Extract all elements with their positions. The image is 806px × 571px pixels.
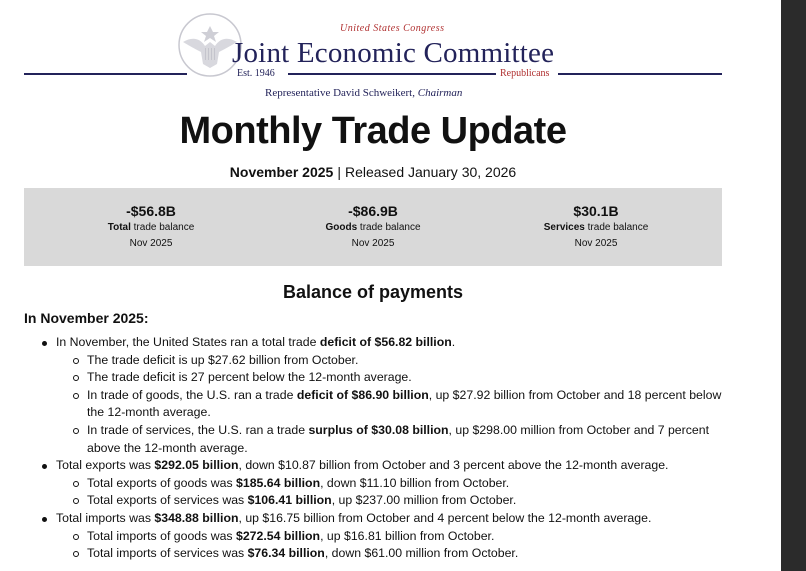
- subtitle-separator: |: [337, 164, 341, 180]
- list-text: .: [451, 335, 456, 349]
- established-label: Est. 1946: [237, 68, 275, 79]
- list-item: [24, 334, 722, 352]
- stat-label-rest: trade balance: [133, 222, 195, 233]
- bold-figure: deficit of $56.82 billion: [319, 335, 452, 349]
- list-text: Total exports of goods was: [87, 475, 237, 490]
- list-text: , down $11.10 billion from October.: [320, 475, 510, 490]
- list-text: Total imports was: [56, 510, 155, 525]
- list-text: , down $10.87 billion from October and 3 percent above the 12-month average.: [238, 458, 669, 473]
- masthead: [24, 10, 722, 102]
- section-heading: Balance of payments: [282, 282, 464, 302]
- masthead-rule-right: [558, 73, 722, 75]
- list-text: In trade of goods, the U.S. ran a trade: [87, 387, 297, 402]
- party-label: Republicans: [500, 68, 550, 79]
- list-text: Total exports of services was: [87, 493, 248, 508]
- list-text: In November, the United States ran a total trade: [56, 335, 320, 349]
- stat-goods: [273, 203, 473, 249]
- stat-period: Nov 2025: [574, 238, 618, 249]
- stat-period: Nov 2025: [351, 238, 395, 249]
- bold-figure: deficit of $86.90 billion: [296, 387, 429, 402]
- list-text: Total imports of services was: [87, 546, 248, 561]
- page-title: Monthly Trade Update: [179, 110, 567, 152]
- bullet-list: [24, 334, 722, 563]
- list-item: [24, 352, 722, 370]
- release-date: Released January 30, 2026: [344, 164, 517, 180]
- bold-figure: $292.05 billion: [154, 458, 239, 473]
- list-text: The trade deficit is 27 percent below the 12-month average.: [87, 370, 412, 385]
- masthead-rule-left: [24, 73, 187, 75]
- bold-figure: $272.54 billion: [236, 528, 321, 543]
- list-text: , up $16.81 billion from October.: [320, 528, 495, 543]
- stat-value: -$86.9B: [348, 203, 398, 219]
- list-item: [24, 475, 722, 493]
- stat-label-bold: Goods: [325, 222, 358, 233]
- stat-value: $30.1B: [573, 203, 619, 219]
- list-item: [24, 510, 722, 528]
- list-item: [24, 492, 722, 510]
- list-item: [24, 528, 722, 546]
- stat-label: [273, 222, 473, 233]
- scrollbar[interactable]: [781, 0, 806, 571]
- bold-figure: $185.64 billion: [236, 475, 321, 490]
- stat-value: -$56.8B: [126, 203, 176, 219]
- stat-label: [51, 222, 251, 233]
- chairman-name: Representative David Schweikert,: [265, 87, 415, 99]
- bold-figure: $76.34 billion: [247, 546, 325, 561]
- list-item: [24, 457, 722, 475]
- stat-total: [51, 203, 251, 249]
- stat-label-rest: trade balance: [587, 222, 649, 233]
- list-text: The trade deficit is up $27.62 billion from October.: [87, 352, 359, 367]
- list-text: , up $298.00 million from October and 7 percent above the 12-month average.: [87, 422, 709, 455]
- chairman-title: Chairman: [417, 87, 463, 99]
- stat-label-rest: trade balance: [359, 222, 421, 233]
- list-text: Total imports of goods was: [87, 528, 236, 543]
- list-text: , down $61.00 million from October.: [324, 546, 519, 561]
- stat-label-bold: Services: [543, 222, 585, 233]
- list-text: In trade of services, the U.S. ran a trade: [87, 422, 309, 437]
- list-item: [24, 422, 722, 457]
- summary-stats: [24, 188, 722, 266]
- bold-figure: surplus of $30.08 billion: [308, 422, 449, 437]
- list-text: , up $237.00 million from October.: [331, 493, 517, 508]
- congress-label: United States Congress: [340, 23, 445, 34]
- stat-label: [496, 222, 696, 233]
- masthead-rule-middle: [288, 73, 496, 75]
- list-item: [24, 369, 722, 387]
- intro-heading: In November 2025:: [24, 310, 149, 326]
- list-text: , up $16.75 billion from October and 4 percent below the 12-month average.: [238, 510, 652, 525]
- list-text: , up $27.92 billion from October and 18 percent below the 12-month average.: [87, 387, 722, 420]
- bold-figure: $106.41 billion: [247, 493, 332, 508]
- bold-figure: $348.88 billion: [154, 510, 239, 525]
- stat-label-bold: Total: [107, 222, 131, 233]
- stat-period: Nov 2025: [129, 238, 173, 249]
- report-subtitle: [24, 164, 722, 180]
- bullet-ul: [24, 334, 722, 563]
- report-period: November 2025: [229, 164, 334, 180]
- list-item: [24, 387, 722, 422]
- committee-name: Joint Economic Committee: [232, 37, 555, 69]
- chairman-line: [265, 87, 462, 99]
- stat-services: [496, 203, 696, 249]
- list-item: [24, 545, 722, 563]
- list-text: Total exports was: [56, 458, 155, 473]
